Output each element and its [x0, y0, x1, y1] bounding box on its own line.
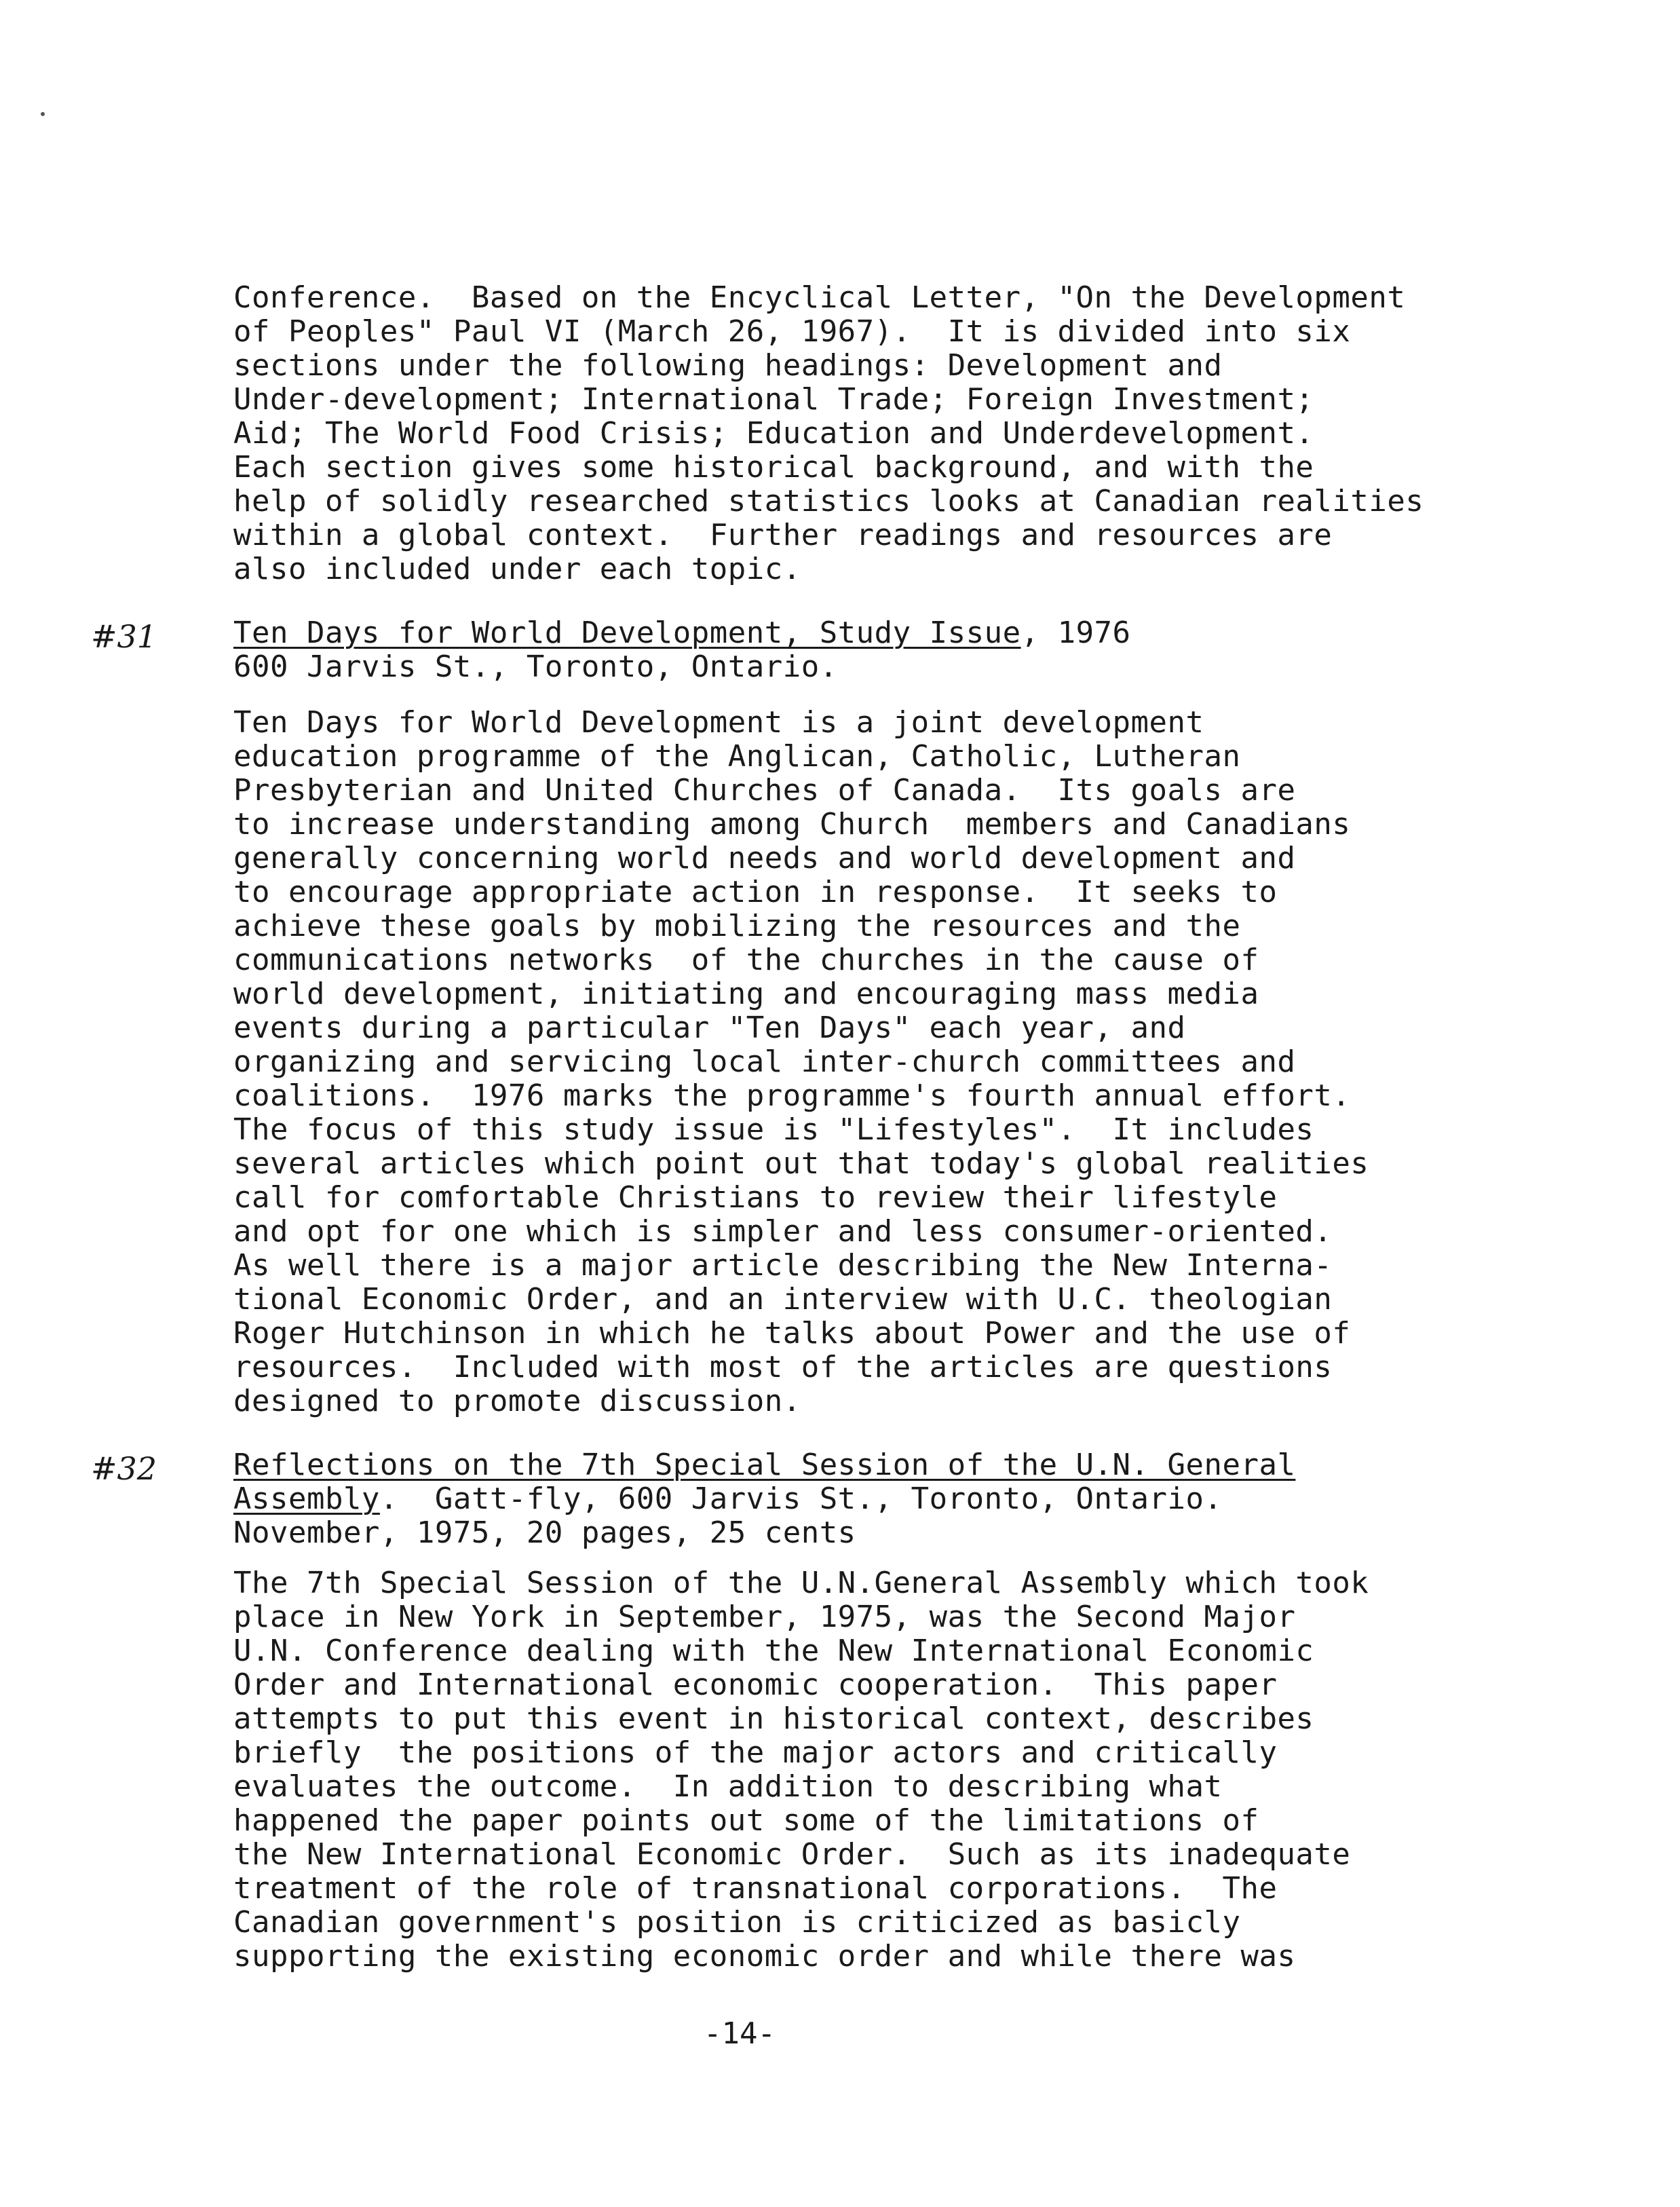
description-line: attempts to put this event in historical context, describes: [233, 1701, 1314, 1736]
entry-title: Reflections on the 7th Special Session of the U.N. General: [233, 1448, 1296, 1482]
description-line: the New International Economic Order. Such as its inadequate: [233, 1837, 1351, 1872]
intro-line: sections under the following headings: Development and: [233, 348, 1223, 383]
description-line: Roger Hutchinson in which he talks about Power and the use of: [233, 1316, 1351, 1351]
description-line: tional Economic Order, and an interview with U.C. theologian: [233, 1282, 1333, 1317]
description-line: happened the paper points out some of the limitations of: [233, 1803, 1259, 1838]
description-line: Canadian government's position is criticized as basicly: [233, 1905, 1241, 1940]
description-line: The 7th Special Session of the U.N.General Assembly which took: [233, 1566, 1369, 1600]
description-line: and opt for one which is simpler and less consumer-oriented.: [233, 1214, 1333, 1249]
description-line: evaluates the outcome. In addition to describing what: [233, 1769, 1223, 1804]
page-number: -14-: [704, 2016, 776, 2051]
description-line: to encourage appropriate action in response. It seeks to: [233, 875, 1278, 909]
description-line: call for comfortable Christians to review their lifestyle: [233, 1180, 1278, 1215]
description-line: The focus of this study issue is "Lifestyles". It includes: [233, 1112, 1314, 1147]
description-line: organizing and servicing local inter-church committees and: [233, 1044, 1296, 1079]
entry-address: 600 Jarvis St., Toronto, Ontario.: [233, 649, 838, 684]
description-line: generally concerning world needs and world development and: [233, 841, 1296, 875]
entry-title-line: [233, 616, 1523, 650]
intro-line: Under-development; International Trade; Foreign Investment;: [233, 382, 1314, 417]
intro-line: help of solidly researched statistics looks at Canadian realities: [233, 484, 1424, 518]
description-line: As well there is a major article describing the New Interna-: [233, 1248, 1333, 1283]
intro-line: Each section gives some historical background, and with the: [233, 450, 1314, 485]
entry-title-continued: Assembly: [233, 1482, 380, 1516]
description-line: designed to promote discussion.: [233, 1384, 801, 1418]
intro-paragraph: [233, 281, 1523, 586]
entry-32-description: [233, 1566, 1523, 1974]
description-line: U.N. Conference dealing with the New International Economic: [233, 1634, 1314, 1668]
description-line: Order and International economic cooperation. This paper: [233, 1667, 1278, 1702]
entry-title-rest: . Gatt-fly, 600 Jarvis St., Toronto, Ontario.: [379, 1482, 1223, 1516]
entry-title-line: [233, 1448, 1523, 1482]
description-line: world development, initiating and encouraging mass media: [233, 977, 1259, 1011]
description-line: education programme of the Anglican, Catholic, Lutheran: [233, 739, 1241, 774]
entry-meta: November, 1975, 20 pages, 25 cents: [233, 1515, 856, 1550]
description-line: achieve these goals by mobilizing the resources and the: [233, 909, 1241, 943]
stray-mark: [41, 112, 45, 116]
entry-number: #31: [91, 618, 157, 655]
description-line: supporting the existing economic order and while there was: [233, 1939, 1296, 1974]
description-line: briefly the positions of the major actors and critically: [233, 1735, 1278, 1770]
entry-number: #32: [91, 1450, 157, 1487]
intro-line: of Peoples" Paul VI (March 26, 1967). It is divided into six: [233, 314, 1351, 349]
entry-title-line: [233, 1482, 1523, 1516]
intro-line: Aid; The World Food Crisis; Education and Underdevelopment.: [233, 416, 1314, 451]
entry-31-heading: [233, 616, 1523, 684]
description-line: place in New York in September, 1975, was the Second Major: [233, 1600, 1296, 1634]
intro-line: Conference. Based on the Encyclical Letter, "On the Development: [233, 280, 1406, 315]
entry-title: Ten Days for World Development, Study Issue: [233, 616, 1021, 650]
description-line: several articles which point out that today's global realities: [233, 1146, 1369, 1181]
description-line: resources. Included with most of the articles are questions: [233, 1350, 1333, 1384]
description-line: Presbyterian and United Churches of Canada. Its goals are: [233, 773, 1296, 808]
entry-31-description: [233, 706, 1523, 1418]
description-line: events during a particular "Ten Days" each year, and: [233, 1011, 1186, 1045]
description-line: to increase understanding among Church members and Canadians: [233, 807, 1351, 842]
entry-32-heading: [233, 1448, 1523, 1550]
description-line: communications networks of the churches in the cause of: [233, 943, 1259, 977]
description-line: Ten Days for World Development is a joint development: [233, 705, 1204, 740]
intro-line: also included under each topic.: [233, 552, 801, 586]
description-line: coalitions. 1976 marks the programme's fourth annual effort.: [233, 1078, 1351, 1113]
intro-line: within a global context. Further readings and resources are: [233, 518, 1333, 552]
entry-title-rest: , 1976: [1020, 616, 1131, 650]
description-line: treatment of the role of transnational corporations. The: [233, 1871, 1278, 1906]
